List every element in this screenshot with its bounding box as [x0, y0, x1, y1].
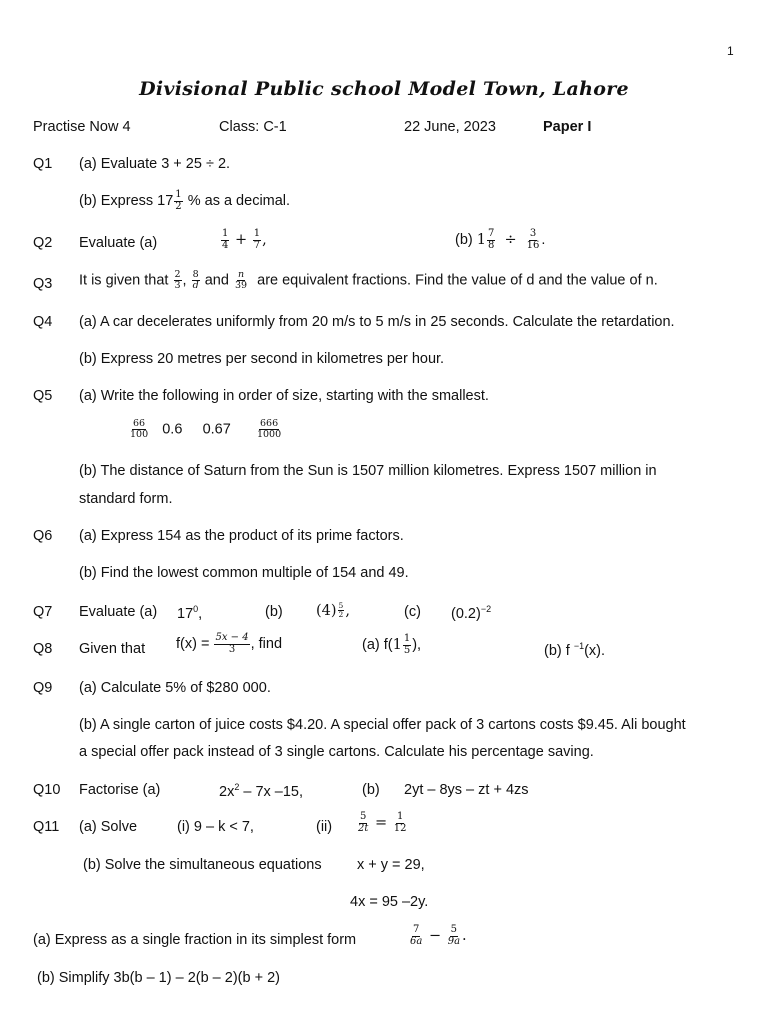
q2-a-label: Evaluate (a): [79, 235, 158, 251]
q5-part-b-line-1: (b) The distance of Saturn from the Sun is 1507 million kilometres. Express 1507 million in: [79, 463, 657, 479]
numerator: 1: [175, 189, 182, 200]
q2-part-b: [455, 229, 545, 251]
denominator: 4: [222, 239, 229, 251]
denominator: 3: [228, 643, 236, 655]
q10-part-b: 2yt – 8ys – zt + 4zs: [404, 782, 529, 798]
q1-part-a: (a) Evaluate 3 + 25 ÷ 2.: [79, 156, 231, 172]
term: 2x: [219, 783, 235, 800]
suffix: ),: [412, 636, 422, 653]
numerator: 8: [192, 269, 199, 280]
q5-part-b-line-2: standard form.: [79, 491, 173, 507]
denominator: 8: [488, 239, 495, 251]
numerator: 5x − 4: [215, 632, 249, 643]
q7-c-label: (c): [404, 604, 421, 620]
paper-label: Paper I: [543, 119, 592, 135]
q5-number: Q5: [33, 388, 53, 404]
q8-number: Q8: [33, 641, 53, 657]
q2-number: Q2: [33, 235, 53, 251]
q7-a-label: Evaluate (a): [79, 604, 158, 620]
q10-a-label: Factorise (a): [79, 782, 161, 798]
q5-value-3: 0.67: [202, 421, 231, 438]
q3-fraction-2: [192, 270, 200, 291]
right-fraction: [393, 812, 408, 834]
numerator: 1: [403, 633, 411, 644]
denominator: 2: [338, 609, 344, 619]
q10-number: Q10: [33, 782, 61, 798]
prefix: (b) f: [544, 642, 570, 659]
q5-part-a: (a) Write the following in order of size, starting with the smallest.: [79, 388, 489, 404]
q6-part-b: (b) Find the lowest common multiple of 154 and 49.: [79, 565, 409, 581]
q8-function-fraction: [214, 633, 249, 655]
school-title: Divisional Public school Model Town, Lahore: [139, 78, 629, 100]
q8-given: Given that: [79, 641, 146, 657]
numerator: 666: [259, 418, 279, 429]
q2-a-fraction-2: [253, 229, 261, 251]
q1-b-fraction: [174, 190, 182, 212]
q3-text: [79, 270, 658, 291]
base: (4): [316, 603, 337, 619]
fraction-1: [409, 925, 423, 947]
q9-part-b-line-2: a special offer pack instead of 3 single cartons. Calculate his percentage saving.: [79, 744, 594, 760]
denominator: d: [192, 279, 199, 291]
q7-b-label: (b): [265, 604, 283, 620]
exponent-fraction: [338, 602, 345, 619]
comma: ,: [182, 272, 187, 289]
denominator: 5: [403, 644, 411, 656]
q10-part-a: [219, 782, 303, 800]
plus-sign: +: [234, 232, 248, 248]
q11-part-a-ii: [356, 812, 409, 834]
q5-value-4: [256, 419, 282, 440]
mixed-fraction: [403, 634, 411, 656]
q7-number: Q7: [33, 604, 53, 620]
q2-b-label: (b): [455, 231, 473, 248]
q11-number: Q11: [33, 819, 60, 835]
comma: ,: [262, 232, 267, 248]
q6-part-a: (a) Express 154 as the product of its prime factors.: [79, 528, 404, 544]
q10-b-label: (b): [362, 782, 380, 798]
q2-part-a-expression: [220, 229, 267, 251]
numerator: 1: [222, 228, 229, 239]
q2-b-fraction-1: [487, 229, 495, 251]
q11-equation-2: 4x = 95 –2y.: [350, 894, 429, 910]
q11-ii-label: (ii): [316, 819, 333, 835]
equals-sign: =: [375, 815, 388, 831]
denominator: 1000: [256, 428, 282, 440]
denominator: 7: [253, 239, 261, 251]
q4-part-b: (b) Express 20 metres per second in kilometres per hour.: [79, 351, 445, 367]
minus-sign: −: [428, 928, 442, 944]
q8-function: [176, 633, 282, 655]
numerator: 1: [253, 228, 261, 239]
denominator: 100: [130, 428, 149, 440]
q4-part-a: (a) A car decelerates uniformly from 20 m/s to 5 m/s in 25 seconds. Calculate the retardation.: [79, 314, 675, 330]
numerator: 66: [133, 418, 146, 429]
denominator: 9a: [447, 935, 461, 947]
denominator: 16: [526, 239, 540, 251]
q11-a-label: (a) Solve: [79, 819, 138, 835]
q8-part-a: [362, 634, 421, 656]
q2-b-whole: 1: [476, 231, 486, 248]
q3-number: Q3: [33, 276, 53, 292]
numerator: 1: [396, 811, 404, 822]
q9-part-a: (a) Calculate 5% of $280 000.: [79, 680, 271, 696]
q12-part-a: (a) Express as a single fraction in its simplest form: [33, 932, 357, 948]
comma: ,: [198, 605, 203, 622]
q6-number: Q6: [33, 528, 53, 544]
q8-part-b: [544, 641, 605, 659]
q5-value-2: 0.6: [162, 421, 183, 438]
q7-part-a: [177, 604, 202, 622]
base: (0.2): [451, 605, 481, 622]
q11-part-b: (b) Solve the simultaneous equations: [83, 857, 322, 873]
base: 17: [177, 605, 194, 622]
numerator: 3: [529, 228, 537, 239]
q12-part-b: (b) Simplify 3b(b – 1) – 2(b – 2)(b + 2): [37, 970, 280, 986]
denominator: 12: [393, 822, 407, 834]
left-fraction: [357, 812, 369, 834]
comma: ,: [345, 603, 350, 619]
numerator: 5: [338, 601, 344, 610]
q3-suffix: are equivalent fractions. Find the value of d and the value of n.: [257, 272, 658, 289]
q9-part-b-line-1: (b) A single carton of juice costs $4.20. A special offer pack of 3 cartons costs $9.45. Ali bought: [79, 717, 686, 733]
function-name: f(x) =: [176, 635, 210, 652]
practise-label: Practise Now 4: [33, 119, 131, 135]
q11-part-a-i: (i) 9 – k < 7,: [177, 819, 254, 835]
period: .: [462, 928, 467, 944]
denominator: 6a: [410, 935, 423, 947]
q4-number: Q4: [33, 314, 53, 330]
date-label: 22 June, 2023: [404, 119, 496, 135]
q12-part-a-expression: [408, 925, 467, 947]
q5-value-1: [129, 419, 149, 440]
numerator: n: [237, 269, 245, 280]
q1-b-prefix: (b) Express 17: [79, 192, 174, 209]
denominator: 2t: [358, 822, 369, 834]
prefix: (a) f(: [362, 636, 393, 653]
q1-part-b: [79, 190, 290, 212]
numerator: 7: [412, 924, 420, 935]
numerator: 5: [360, 811, 367, 822]
suffix: (x).: [584, 642, 606, 659]
find-word: , find: [250, 635, 283, 652]
class-label: Class: C-1: [219, 119, 287, 135]
q7-part-b: [316, 602, 350, 619]
q9-number: Q9: [33, 680, 53, 696]
q11-equation-1: x + y = 29,: [357, 857, 425, 873]
q2-b-fraction-2: [526, 229, 541, 251]
numerator: 2: [174, 269, 181, 280]
q1-number: Q1: [33, 156, 53, 172]
q2-a-fraction-1: [221, 229, 229, 251]
q3-fraction-1: [174, 270, 182, 291]
q5-values: [128, 419, 283, 440]
numerator: 7: [488, 228, 495, 239]
exponent: 2: [234, 782, 240, 792]
denominator: 39: [234, 279, 248, 291]
q3-prefix: It is given that: [79, 272, 169, 289]
whole: 1: [392, 636, 402, 653]
denominator: 3: [174, 279, 181, 291]
q3-fraction-3: [234, 270, 248, 291]
and-word: and: [204, 272, 229, 289]
denominator: 2: [175, 200, 182, 212]
inverse-exponent: −1: [573, 641, 585, 651]
divide-sign: ÷: [504, 231, 517, 248]
exponent: 0: [193, 604, 199, 614]
q1-b-suffix: % as a decimal.: [187, 192, 291, 209]
period: .: [541, 231, 546, 248]
fraction-2: [447, 925, 461, 947]
rest: – 7x –15,: [239, 783, 304, 800]
numerator: 5: [450, 924, 458, 935]
page-number: 1: [727, 44, 734, 58]
exponent: −2: [480, 604, 492, 614]
q7-part-c: [451, 604, 491, 622]
